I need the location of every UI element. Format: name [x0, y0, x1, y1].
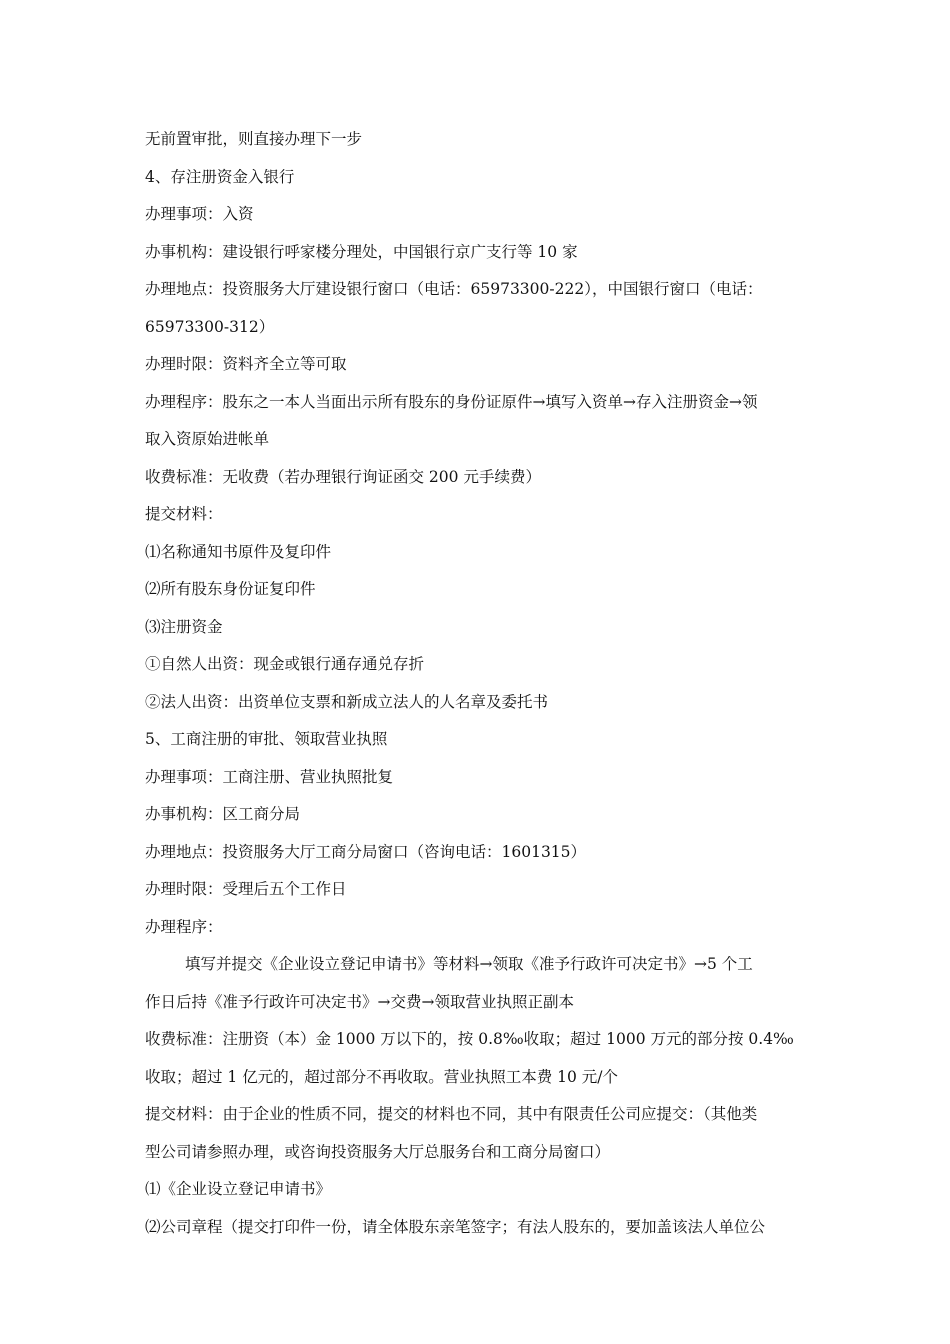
paragraph-line: 提交材料：	[145, 505, 223, 523]
paragraph-line: 办事机构：建设银行呼家楼分理处，中国银行京广支行等 10 家	[145, 242, 578, 261]
paragraph-line: 办理程序：股东之一本人当面出示所有股东的身份证原件→填写入资单→存入注册资金→领	[145, 392, 758, 411]
paragraph-line: 办事机构：区工商分局	[145, 805, 301, 823]
paragraph-line: 收取；超过 1 亿元的，超过部分不再收取。营业执照工本费 10 元/个	[145, 1067, 619, 1086]
paragraph-line: 办理程序：	[145, 917, 223, 936]
list-item: ⑵公司章程（提交打印件一份，请全体股东亲笔签字；有法人股东的，要加盖该法人单位公	[145, 1217, 766, 1236]
list-item: ⑴名称通知书原件及复印件	[145, 542, 332, 561]
list-item: ②法人出资：出资单位支票和新成立法人的人名章及委托书	[145, 692, 549, 711]
document-body	[145, 121, 813, 1246]
paragraph-line: 办理地点：投资服务大厅建设银行窗口（电话：65973300-222），中国银行窗口（电话：	[145, 280, 763, 298]
paragraph-line: 作日后持《准予行政许可决定书》→交费→领取营业执照正副本	[145, 992, 574, 1011]
paragraph-line: 办理事项：入资	[145, 205, 254, 223]
paragraph-line: 型公司请参照办理，或咨询投资服务大厅总服务台和工商分局窗口）	[145, 1142, 611, 1161]
list-item: ①自然人出资：现金或银行通存通兑存折	[145, 655, 425, 673]
paragraph-line: 填写并提交《企业设立登记申请书》等材料→领取《准予行政许可决定书》→5 个工	[185, 955, 753, 973]
paragraph-line: 办理时限：资料齐全立等可取	[145, 355, 347, 373]
paragraph-line: 65973300-312）	[145, 317, 275, 336]
paragraph-line: 办理地点：投资服务大厅工商分局窗口（咨询电话：1601315）	[145, 842, 587, 861]
paragraph-line: 收费标准：无收费（若办理银行询证函交 200 元手续费）	[145, 467, 541, 486]
paragraph-line: 办理事项：工商注册、营业执照批复	[145, 767, 394, 786]
section-heading-4: 4、存注册资金入银行	[145, 167, 295, 186]
paragraph-line: 提交材料：由于企业的性质不同，提交的材料也不同，其中有限责任公司应提交：（其他类	[145, 1105, 758, 1123]
paragraph-line: 无前置审批，则直接办理下一步	[145, 130, 363, 148]
list-item: ⑶注册资金	[145, 617, 223, 636]
list-item: ⑵所有股东身份证复印件	[145, 580, 316, 598]
paragraph-line: 取入资原始进帐单	[145, 430, 270, 448]
paragraph-line: 办理时限：受理后五个工作日	[145, 880, 347, 898]
list-item: ⑴《企业设立登记申请书》	[145, 1180, 332, 1198]
section-heading-5: 5、工商注册的审批、领取营业执照	[145, 730, 388, 748]
paragraph-line: 收费标准：注册资（本）金 1000 万以下的，按 0.8‰收取；超过 1000 万元的部分按 0.4‰	[145, 1030, 794, 1048]
